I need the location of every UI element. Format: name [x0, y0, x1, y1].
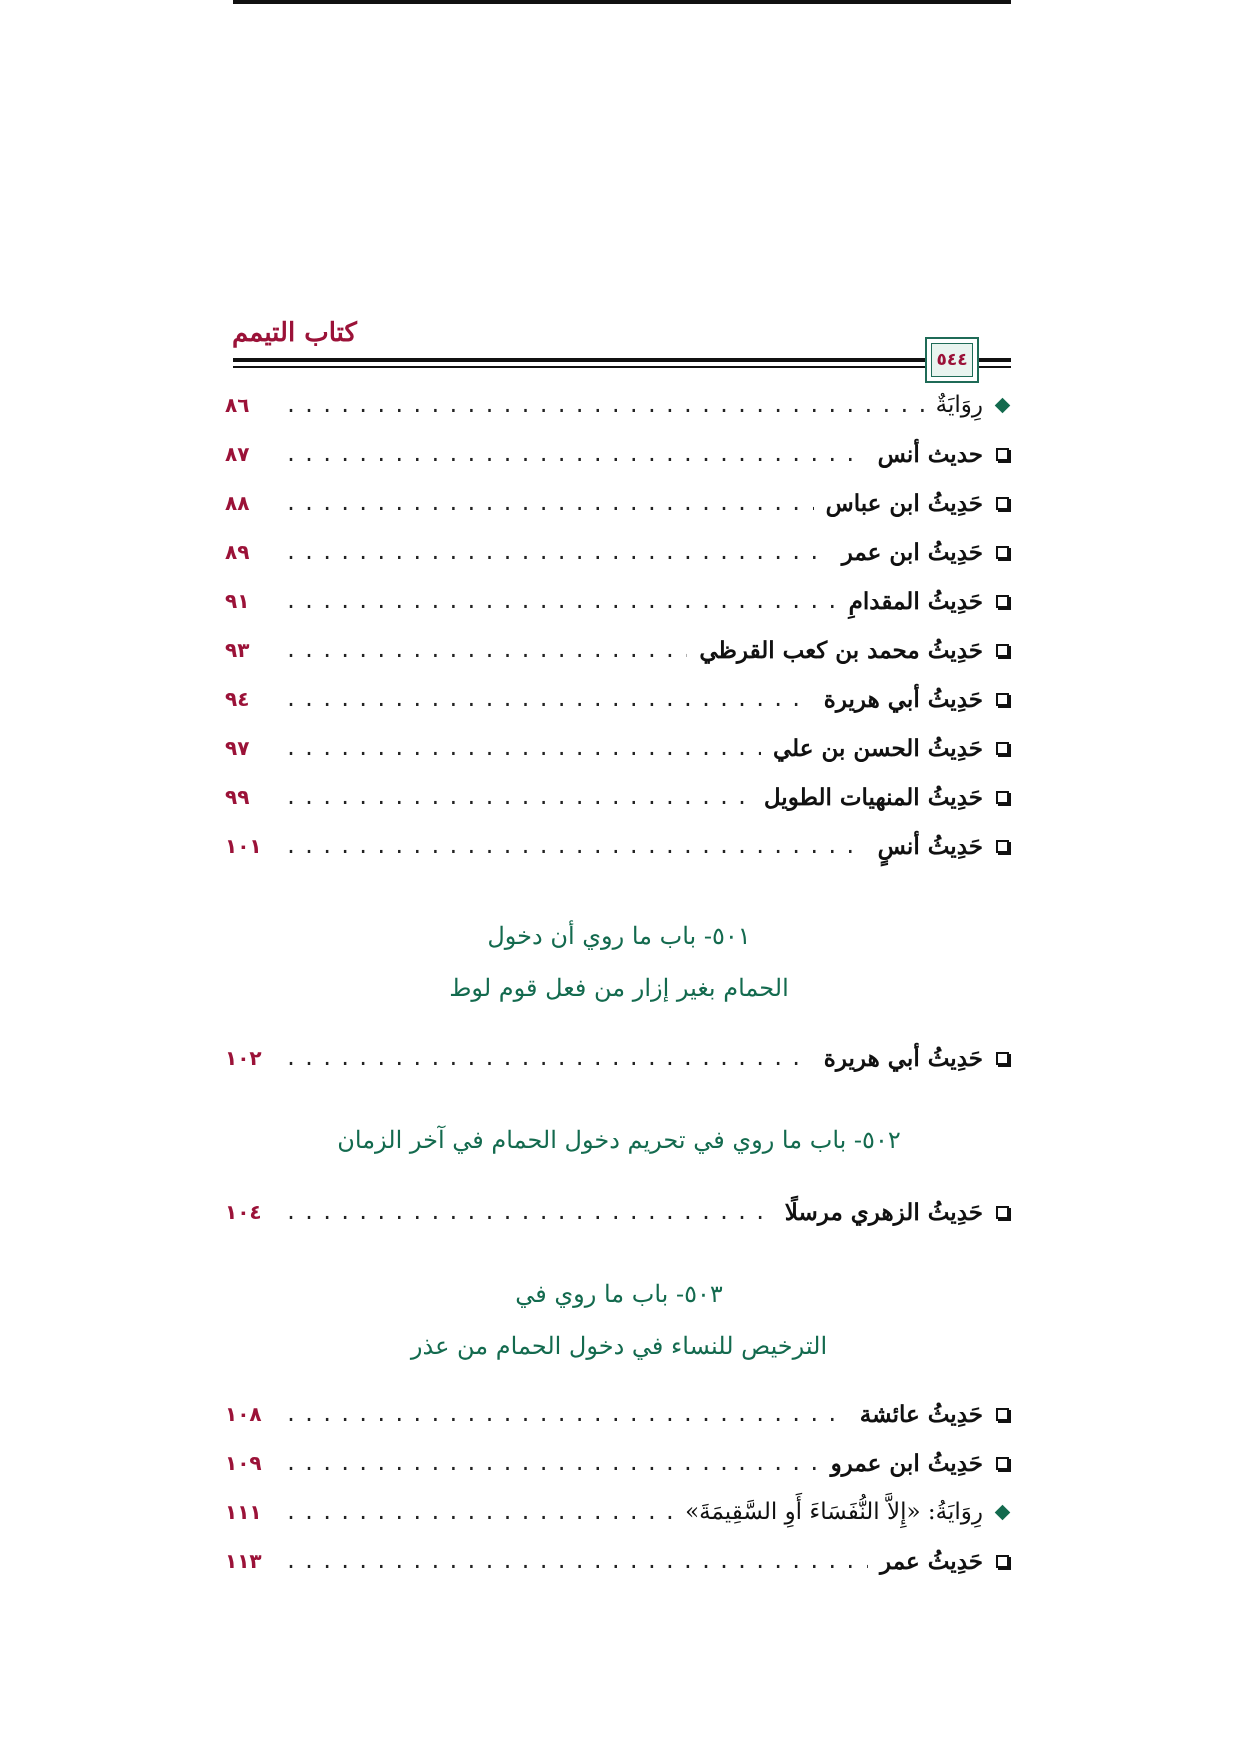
section-heading-502: ٥٠٢- باب ما روي في تحريم دخول الحمام في آخر الزمان	[337, 1126, 901, 1154]
entry-page: ٩٤	[225, 687, 250, 711]
entry-page: ١٠٢	[225, 1046, 262, 1070]
checkbox-icon	[996, 1408, 1009, 1421]
entry-title: حَدِيثُ ابن عباس	[825, 489, 983, 517]
entry-page: ٨٧	[225, 442, 250, 466]
entry-page: ٩٩	[225, 785, 250, 809]
entry-title: حَدِيثُ أنسٍ	[877, 832, 983, 860]
dot-leader	[285, 1549, 868, 1573]
header-rule-thick	[233, 358, 1011, 362]
section-heading-501-line1: ٥٠١- باب ما روي أن دخول	[487, 922, 751, 950]
checkbox-icon	[996, 546, 1009, 559]
checkbox-icon	[996, 791, 1009, 804]
dot-leader	[285, 785, 752, 809]
entry-page: ٨٨	[225, 491, 250, 515]
dot-leader	[285, 1402, 848, 1426]
entry-title: حَدِيثُ المنهيات الطويل	[763, 783, 983, 811]
running-title: كتاب التيمم	[232, 318, 357, 348]
toc-entry[interactable]	[225, 824, 1013, 868]
entry-page: ١١١	[225, 1500, 262, 1524]
dot-leader	[285, 1500, 673, 1524]
checkbox-icon	[996, 1052, 1009, 1065]
entry-title: حَدِيثُ الزهري مرسلًا	[784, 1198, 983, 1226]
checkbox-icon	[996, 693, 1009, 706]
entry-title: حَدِيثُ ابن عمرو	[830, 1449, 983, 1477]
toc-entry[interactable]	[225, 1036, 1013, 1080]
entry-title: رِوَايَةُ: «إِلاَّ النُّفَسَاءَ أَوِ السَّقِيمَةَ»	[685, 1499, 983, 1525]
dot-leader	[285, 442, 866, 466]
checkbox-icon	[996, 595, 1009, 608]
entry-title: حَدِيثُ محمد بن كعب القرظي	[699, 636, 983, 664]
toc-entry[interactable]	[225, 1190, 1013, 1234]
toc-entry[interactable]	[225, 1539, 1013, 1583]
entry-title: حديث أنس	[877, 440, 983, 468]
dot-leader	[285, 1046, 812, 1070]
dot-leader	[285, 1200, 773, 1224]
checkbox-icon	[996, 1457, 1009, 1470]
entry-title: حَدِيثُ أبي هريرة	[823, 685, 983, 713]
dot-leader	[285, 491, 814, 515]
toc-entry[interactable]	[225, 1490, 1013, 1534]
page-number: ٥٤٤	[936, 350, 968, 370]
dot-leader	[285, 834, 866, 858]
dot-leader	[285, 638, 687, 662]
toc-entry[interactable]	[225, 579, 1013, 623]
toc-entry[interactable]	[225, 677, 1013, 721]
toc-entry[interactable]	[225, 1441, 1013, 1485]
entry-page: ١٠٨	[225, 1402, 262, 1426]
toc-entry[interactable]	[225, 726, 1013, 770]
toc-entry[interactable]	[225, 628, 1013, 672]
entry-page: ٨٦	[225, 393, 250, 417]
entry-title: حَدِيثُ أبي هريرة	[823, 1044, 983, 1072]
entry-title: رِوَايَةٌ	[935, 392, 983, 418]
checkbox-icon	[996, 644, 1009, 657]
entry-title: حَدِيثُ ابن عمر	[841, 538, 983, 566]
header-rule-thin	[233, 366, 1011, 368]
checkbox-icon	[996, 840, 1009, 853]
entry-page: ١٠٩	[225, 1451, 262, 1475]
dot-leader	[285, 736, 761, 760]
dot-leader	[285, 1451, 819, 1475]
toc-entry[interactable]	[225, 432, 1013, 476]
entry-page: ١٠٤	[225, 1200, 262, 1224]
entry-page: ١١٣	[225, 1549, 262, 1573]
toc-entry[interactable]	[225, 383, 1013, 427]
diamond-icon	[994, 1504, 1010, 1520]
entry-page: ٩٣	[225, 638, 250, 662]
toc-entry[interactable]	[225, 775, 1013, 819]
checkbox-icon	[996, 448, 1009, 461]
checkbox-icon	[996, 742, 1009, 755]
entry-title: حَدِيثُ الحسن بن علي	[773, 734, 983, 762]
dot-leader	[285, 687, 812, 711]
checkbox-icon	[996, 1555, 1009, 1568]
section-heading-501-line2: الحمام بغير إزار من فعل قوم لوط	[449, 974, 789, 1002]
checkbox-icon	[996, 497, 1009, 510]
page-number-badge	[925, 337, 979, 383]
entry-page: ٨٩	[225, 540, 250, 564]
dot-leader	[285, 393, 924, 417]
toc-entry[interactable]	[225, 481, 1013, 525]
dot-leader	[285, 589, 837, 613]
section-heading-503-line1: ٥٠٣- باب ما روي في	[515, 1280, 723, 1308]
entry-title: حَدِيثُ عمر	[880, 1547, 983, 1575]
entry-page: ١٠١	[225, 834, 262, 858]
section-heading-503-line2: الترخيص للنساء في دخول الحمام من عذر	[410, 1332, 828, 1360]
entry-title: حَدِيثُ المقدامِ	[848, 587, 983, 615]
dot-leader	[285, 540, 830, 564]
checkbox-icon	[996, 1206, 1009, 1219]
entry-title: حَدِيثُ عائشة	[859, 1400, 983, 1428]
entry-page: ٩١	[225, 589, 250, 613]
diamond-icon	[994, 397, 1010, 413]
toc-entry[interactable]	[225, 1392, 1013, 1436]
entry-page: ٩٧	[225, 736, 250, 760]
toc-entry[interactable]	[225, 530, 1013, 574]
